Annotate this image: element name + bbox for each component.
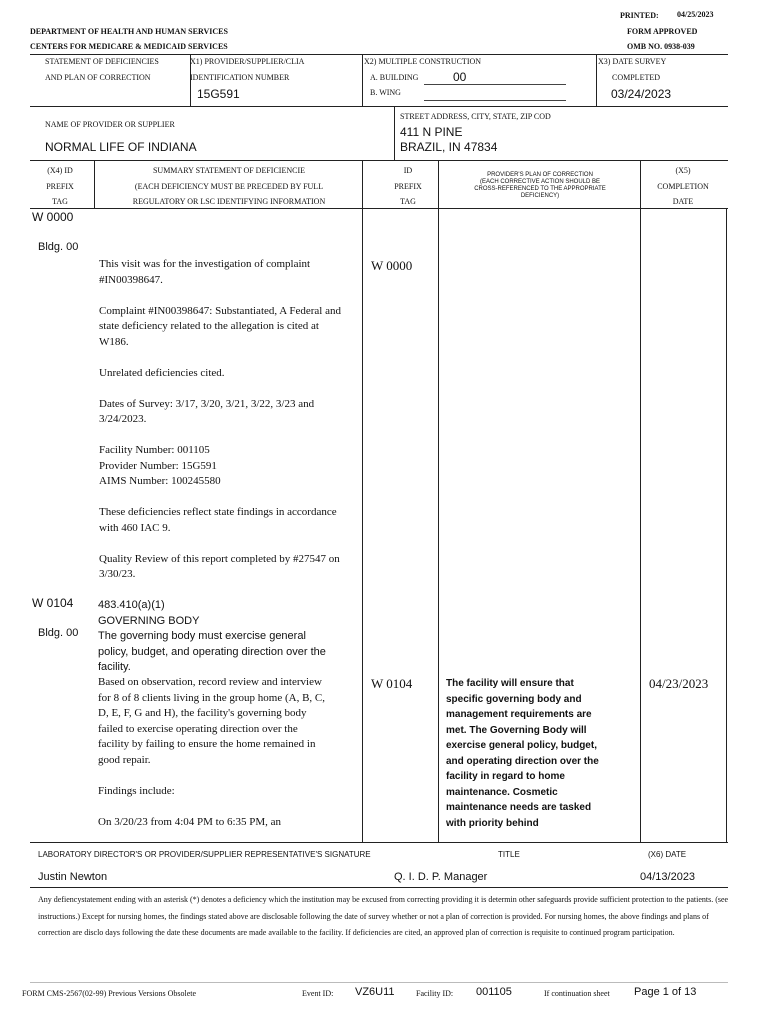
facility-id: 001105: [476, 986, 512, 998]
date-survey-label-1: X3) DATE SURVEY: [598, 57, 667, 66]
x4-header-1: (X4) ID: [47, 166, 73, 175]
event-id: VZ6U11: [355, 986, 395, 998]
facility-id-label: Facility ID:: [416, 989, 454, 998]
signer-name: Justin Newton: [38, 871, 108, 883]
summary-paragraph: These deficiencies reflect state findings in accordance with 460 IAC 9.: [99, 506, 337, 534]
provider-name-label: NAME OF PROVIDER OR SUPPLIER: [45, 120, 175, 129]
bldg-w0104: Bldg. 00: [38, 627, 79, 639]
clia-label-1: X1) PROVIDER/SUPPLIER/CLIA: [190, 57, 305, 66]
id-tag-w0104: W 0104: [371, 676, 413, 691]
completion-date-w0104: 04/23/2023: [649, 676, 709, 691]
plan-header-2: (EACH CORRECTIVE ACTION SHOULD BE: [479, 179, 601, 185]
summary-header-2: (EACH DEFICIENCY MUST BE PRECEDED BY FULL: [134, 182, 324, 191]
date-survey-value: 03/24/2023: [611, 87, 672, 101]
multiple-construction-label: X2) MULTIPLE CONSTRUCTION: [364, 57, 482, 66]
tag-w0000: W 0000: [32, 210, 74, 224]
summary-w0000: [99, 257, 349, 598]
tag-w0104: W 0104: [32, 596, 74, 610]
signature-label: LABORATORY DIRECTOR'S OR PROVIDER/SUPPLIER REPRESENTATIVE'S SIGNATURE: [38, 850, 371, 859]
id-header-3: TAG: [400, 197, 416, 206]
statement-label-1: STATEMENT OF DEFICIENCIES: [45, 57, 159, 66]
x5-header-3: DATE: [672, 197, 694, 206]
findings-include: Findings include:: [98, 784, 175, 797]
address-line-1: 411 N PINE: [400, 125, 463, 139]
observation-start: On 3/20/23 from 4:04 PM to 6:35 PM, an: [98, 815, 282, 828]
form-approved: FORM APPROVED: [627, 27, 698, 36]
clia-label-2: IDENTIFICATION NUMBER: [190, 73, 290, 82]
building-value: 00: [453, 70, 467, 84]
form-number: FORM CMS-2567(02-99) Previous Versions Obsolete: [22, 989, 197, 998]
printed-label: PRINTED:: [620, 11, 659, 20]
centers-name: CENTERS FOR MEDICARE & MEDICAID SERVICES: [30, 42, 228, 51]
summary-paragraph: This visit was for the investigation of complaint #IN00398647.: [99, 258, 311, 286]
address-label: STREET ADDRESS, CITY, STATE, ZIP COD: [400, 112, 551, 121]
statement-label-2: AND PLAN OF CORRECTION: [45, 73, 151, 82]
continuation-label: If continuation sheet: [544, 989, 610, 998]
department-name: DEPARTMENT OF HEALTH AND HUMAN SERVICES: [30, 27, 228, 36]
signer-title: Q. I. D. P. Manager: [394, 871, 488, 883]
summary-header-3: REGULATORY OR LSC IDENTIFYING INFORMATION: [132, 197, 326, 206]
x5-header-2: COMPLETION: [657, 182, 709, 191]
summary-paragraph: Unrelated deficiencies cited.: [99, 366, 225, 379]
findings-w0104: [98, 675, 330, 830]
summary-paragraph: Dates of Survey: 3/17, 3/20, 3/21, 3/22, 3/23 and 3/24/2023.: [99, 397, 315, 425]
clia-number: 15G591: [197, 87, 240, 101]
page-number: Page 1 of 13: [634, 986, 697, 998]
signature-date: 04/13/2023: [640, 871, 696, 883]
plan-header-3: CROSS-REFERENCED TO THE APPROPRIATE: [474, 186, 606, 192]
printed-date: 04/25/2023: [677, 10, 714, 19]
summary-paragraph: Facility Number: 001105 Provider Number: 15G591 AIMS Number: 100245580: [99, 444, 221, 487]
bldg-w0000: Bldg. 00: [38, 241, 79, 253]
title-label: TITLE: [498, 850, 520, 859]
x4-header-3: TAG: [52, 197, 68, 206]
x6-date-label: (X6) DATE: [648, 850, 687, 859]
id-header-2: PREFIX: [394, 182, 422, 191]
footnote-disclaimer: Any defiencystatement ending with an asterisk (*) denotes a deficiency which the institution may be excused from correcting providing it is determin other safeguards provide sufficient protection to the patients. (see instructions.) Except for nursing homes, the findings stated above are disclosable following the date of survey whether or not a plan of correction is provided. For nursing homes, the above findings and plans of correction are disclo days following the date these documents are made available to the facility. If deficiencies are cited, an approved plan of correction is requisite to continued program participation.: [38, 895, 729, 937]
id-header-1: ID: [403, 166, 413, 175]
provider-name: NORMAL LIFE OF INDIANA: [45, 140, 197, 154]
wing-label: B. WING: [370, 88, 401, 97]
plan-of-correction-w0104: The facility will ensure that specific governing body and management requirements are met. The Governing Body will exercise general policy, budget, and operating direction over the facility in regard to home maintenance. Cosmetic maintenance needs are tasked with priority behind: [446, 678, 599, 829]
omb-number: OMB NO. 0938-039: [627, 42, 695, 51]
building-label: A. BUILDING: [370, 73, 419, 82]
event-id-label: Event ID:: [302, 989, 334, 998]
address-line-2: BRAZIL, IN 47834: [400, 140, 498, 154]
date-survey-label-2: COMPLETED: [612, 73, 660, 82]
plan-header-1: PROVIDER'S PLAN OF CORRECTION: [487, 172, 593, 178]
summary-header-1: SUMMARY STATEMENT OF DEFICIENCIE: [152, 166, 306, 175]
x5-header-1: (X5): [675, 166, 691, 175]
summary-paragraph: Quality Review of this report completed by #27547 on 3/30/23.: [99, 552, 340, 580]
summary-paragraph: Complaint #IN00398647: Substantiated, A Federal and state deficiency related to the allegation is cited at W186.: [99, 304, 341, 348]
x4-header-2: PREFIX: [46, 182, 74, 191]
plan-header-4: DEFICIENCY): [520, 193, 560, 199]
regulation-w0104: 483.410(a)(1) GOVERNING BODY The governing body must exercise general policy, budget, and operating direction over the facility.: [98, 599, 326, 673]
findings-paragraph: Based on observation, record review and interview for 8 of 8 clients living in the group home (A, B, C, D, E, F, G and H), the facility's governing body failed to exercise operating direction over the facility by failing to ensure the home remained in good repair.: [98, 676, 325, 766]
id-tag-w0000: W 0000: [371, 258, 413, 273]
